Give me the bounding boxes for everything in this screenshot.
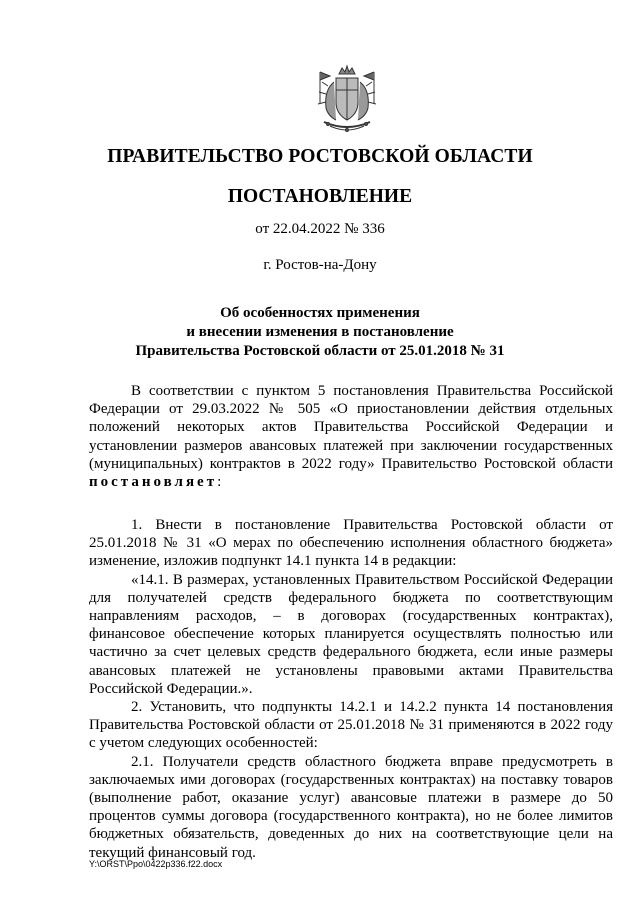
preamble-text: В соответствии с пунктом 5 постановления Правительства Российской Федерации от 29.03.2022 № 505 «О приостановлении действия отдельных положений некоторых актов Правительства Российской Федерации и установлении размеров авансовых платежей при заключении государственных (муниципальных) контрактов в 2022 году» Правительство Ростовской области xyxy=(89,383,613,472)
preamble xyxy=(89,382,613,491)
decree-suffix: : xyxy=(217,474,222,491)
decree-word: постановляет xyxy=(89,474,218,491)
operative-part xyxy=(89,516,613,862)
document-date-number: от 22.04.2022 № 336 xyxy=(255,221,385,237)
document-city: г. Ростов-на-Дону xyxy=(263,257,377,273)
government-title: ПРАВИТЕЛЬСТВО РОСТОВСКОЙ ОБЛАСТИ xyxy=(107,146,533,167)
document-subject xyxy=(0,304,640,361)
item-2-1: 2.1. Получатели средств областного бюджета вправе предусмотреть в заключаемых ими договорах (государственных контрактах) на поставку товаров (выполнение работ, оказание услуг) авансовые платежи в размере до 50 процентов суммы договора (государственного контракта), но не более лимитов бюджетных обязательств, доведенных до них на соответствующие цели на текущий финансовый год. xyxy=(89,753,613,861)
rostov-oblast-coat-of-arms-icon xyxy=(306,64,388,136)
document-type: ПОСТАНОВЛЕНИЕ xyxy=(227,186,413,207)
subject-line-3: Правительства Ростовской области от 25.01.2018 № 31 xyxy=(135,343,505,359)
footer-file-path: Y:\ORST\Ppo\0422p336.f22.docx xyxy=(89,859,223,869)
subject-line-1: Об особенностях применения xyxy=(220,305,420,321)
subject-line-2: и внесении изменения в постановление xyxy=(186,324,454,340)
preamble-paragraph xyxy=(89,382,613,491)
item-2: 2. Установить, что подпункты 14.2.1 и 14.2.2 пункта 14 постановления Правительства Ростовской области от 25.01.2018 № 31 применяются в 2022 году с учетом следующих особенностей: xyxy=(89,699,613,752)
item-1: 1. Внести в постановление Правительства Ростовской области от 25.01.2018 № 31 «О мерах по обеспечению исполнения областного бюджета» изменение, изложив подпункт 14.1 пункта 14 в редакции: xyxy=(89,517,613,570)
item-1-quote: «14.1. В размерах, установленных Правительством Российской Федерации для получателей средств федерального бюджета по соответствующим направлениям расходов, – в договорах (государственных контрактах), финансовое обеспечение которых планируется осуществлять полностью или частично за счет целевых средств федерального бюджета, если иные размеры авансовых платежей не установлены правовыми актами Правительства Российской Федерации.». xyxy=(89,571,613,697)
